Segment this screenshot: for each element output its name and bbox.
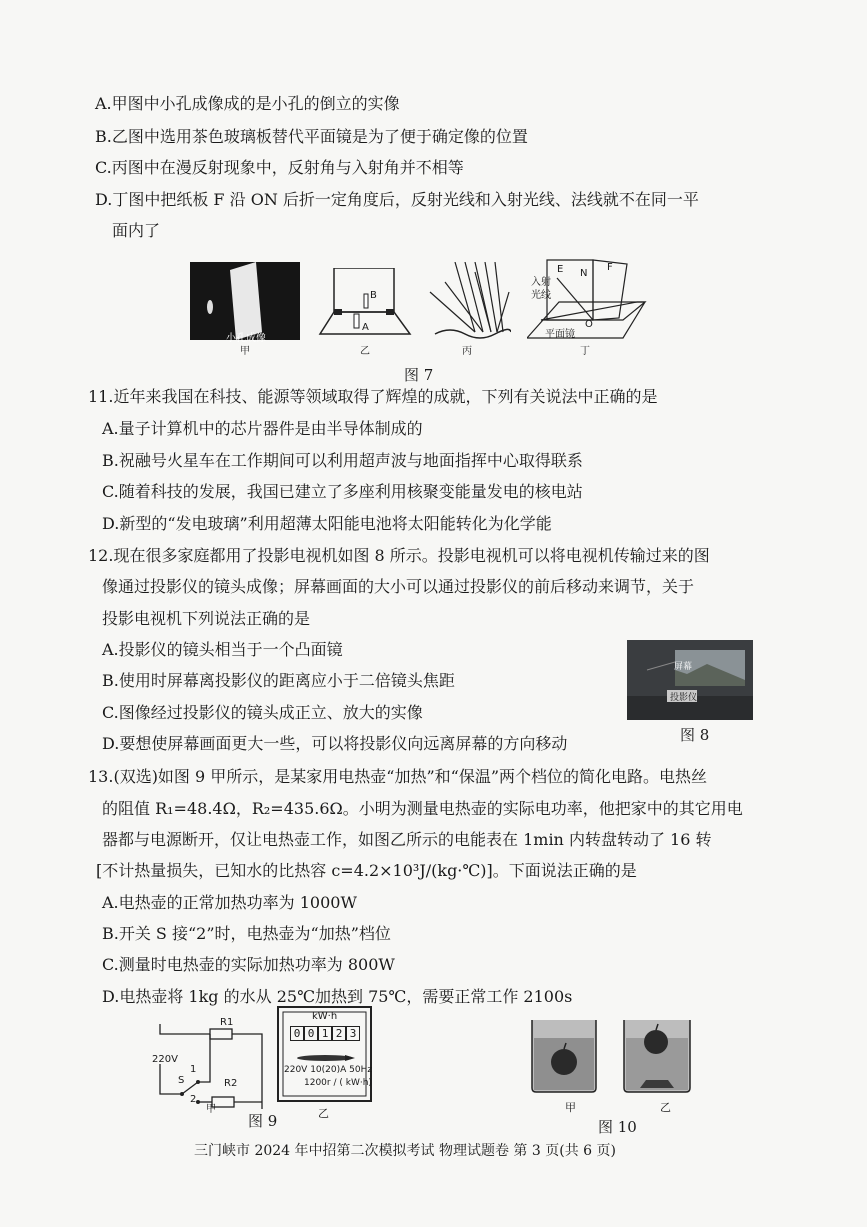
q10-option-d-line2: 面内了 (112, 221, 161, 240)
fig7-bing-image (425, 262, 511, 342)
fig9-n1-label: 1 (190, 1064, 197, 1075)
fig7-label-o: O (585, 319, 593, 330)
fig9-meter-unit: kW·h (312, 1011, 338, 1022)
fig7-jia-image (190, 262, 300, 340)
q10-option-d-line1: D.丁图中把纸板 F 沿 ON 后折一定角度后，反射光线和入射光线、法线就不在同一平 (95, 190, 699, 209)
fig9-yi-label: 乙 (318, 1107, 329, 1120)
fig9-voltage-label: 220V (152, 1054, 178, 1065)
q12-stem-line2: 像通过投影仪的镜头成像；屏幕画面的大小可以通过投影仪的前后移动来调节，关于 (102, 577, 695, 596)
q12-option-d: D.要想使屏幕画面更大一些，可以将投影仪向远离屏幕的方向移动 (102, 734, 568, 753)
q12-stem-line3: 投影电视机下列说法正确的是 (102, 609, 311, 628)
meter-digit: 1 (318, 1026, 332, 1041)
fig7-label-b: B (370, 290, 377, 301)
fig8-caption: 图 8 (680, 726, 710, 744)
fig9-n2-label: 2 (190, 1094, 197, 1105)
q11-option-d: D.新型的“发电玻璃”利用超薄太阳能电池将太阳能转化为化学能 (102, 514, 552, 533)
fig9-r1-label: R1 (220, 1017, 234, 1028)
figure-8-image (627, 640, 753, 720)
q10-option-a: A.甲图中小孔成像成的是小孔的倒立的实像 (95, 94, 400, 113)
page-footer: 三门峡市 2024 年中招第二次模拟考试 物理试题卷 第 3 页(共 6 页) (194, 1143, 616, 1159)
fig7-label-a: A (362, 322, 369, 333)
meter-digit: 3 (346, 1026, 360, 1041)
meter-digit: 0 (290, 1026, 304, 1041)
fig7-caption: 图 7 (404, 366, 434, 384)
fig7-label-ray2: 光线 (531, 290, 551, 301)
fig10-caption: 图 10 (598, 1118, 637, 1136)
fig8-screen-label: 屏幕 (674, 662, 693, 672)
fig9-meter-digits (290, 1026, 360, 1041)
fig10-beakers (528, 1018, 696, 1094)
fig7-ding-label: 丁 (580, 346, 590, 357)
fig8-projector-label: 投影仪 (670, 693, 698, 703)
q11-option-c: C.随着科技的发展，我国已建立了多座利用核聚变能量发电的核电站 (102, 482, 583, 501)
fig7-label-ray1: 入射 (531, 277, 551, 288)
q11-option-b: B.祝融号火星车在工作期间可以利用超声波与地面指挥中心取得联系 (102, 451, 583, 470)
fig7-jia-label: 甲 (240, 346, 250, 357)
fig10-yi-label: 乙 (660, 1101, 671, 1114)
meter-digit: 0 (304, 1026, 318, 1041)
q12-option-c: C.图像经过投影仪的镜头成正立、放大的实像 (102, 703, 423, 722)
fig9-meter-spec2: 1200r / ( kW·h) (304, 1078, 372, 1088)
q12-stem-line1: 12.现在很多家庭都用了投影电视机如图 8 所示。投影电视机可以将电视机传输过来的图 (88, 546, 710, 565)
fig10-jia-label: 甲 (565, 1101, 576, 1114)
q12-option-b: B.使用时屏幕离投影仪的距离应小于二倍镜头焦距 (102, 671, 455, 690)
q11-option-a: A.量子计算机中的芯片器件是由半导体制成的 (102, 419, 423, 438)
fig7-label-e: E (557, 264, 564, 275)
fig9-r2-label: R2 (224, 1078, 238, 1089)
q11-stem: 11.近年来我国在科技、能源等领域取得了辉煌的成就，下列有关说法中正确的是 (88, 387, 658, 406)
fig9-s-label: S (178, 1075, 185, 1086)
fig7-label-n: N (580, 268, 588, 279)
fig7-yi-label: 乙 (360, 346, 370, 357)
fig9-meter-spec1: 220V 10(20)A 50Hz (284, 1065, 373, 1075)
q10-option-b: B.乙图中选用茶色玻璃板替代平面镜是为了便于确定像的位置 (95, 127, 528, 146)
fig9-caption: 图 9 (248, 1112, 278, 1130)
fig7-bing-label: 丙 (462, 346, 472, 357)
q13-stem-line3: 器都与电源断开，仅让电热壶工作，如图乙所示的电能表在 1min 内转盘转动了 16 转 (102, 830, 712, 849)
q13-option-b: B.开关 S 接“2”时，电热壶为“加热”档位 (102, 924, 391, 943)
q13-option-d: D.电热壶将 1kg 的水从 25℃加热到 75℃，需要正常工作 2100s (102, 987, 573, 1006)
q10-option-c: C.丙图中在漫反射现象中，反射角与入射角并不相等 (95, 158, 464, 177)
fig7-label-mirror: 平面镜 (545, 329, 575, 340)
q12-option-a: A.投影仪的镜头相当于一个凸面镜 (102, 640, 343, 659)
q13-stem-line2: 的阻值 R₁=48.4Ω，R₂=435.6Ω。小明为测量电热壶的实际电功率，他把家中的其它用电 (102, 799, 743, 818)
q13-stem-line4: [不计热量损失，已知水的比热容 c=4.2×10³J/(kg·℃)]。下面说法正确的是 (96, 861, 637, 880)
fig7-label-f: F (607, 262, 613, 273)
fig7-jia-inner-label: 小孔成像 (226, 333, 266, 344)
q13-option-c: C.测量时电热壶的实际加热功率为 800W (102, 955, 395, 974)
q13-stem-line1: 13.(双选)如图 9 甲所示，是某家用电热壶“加热”和“保温”两个档位的简化电路。电热丝 (88, 767, 708, 786)
q13-option-a: A.电热壶的正常加热功率为 1000W (102, 893, 357, 912)
fig9-jia-label: 甲 (206, 1104, 216, 1115)
meter-digit: 2 (332, 1026, 346, 1041)
